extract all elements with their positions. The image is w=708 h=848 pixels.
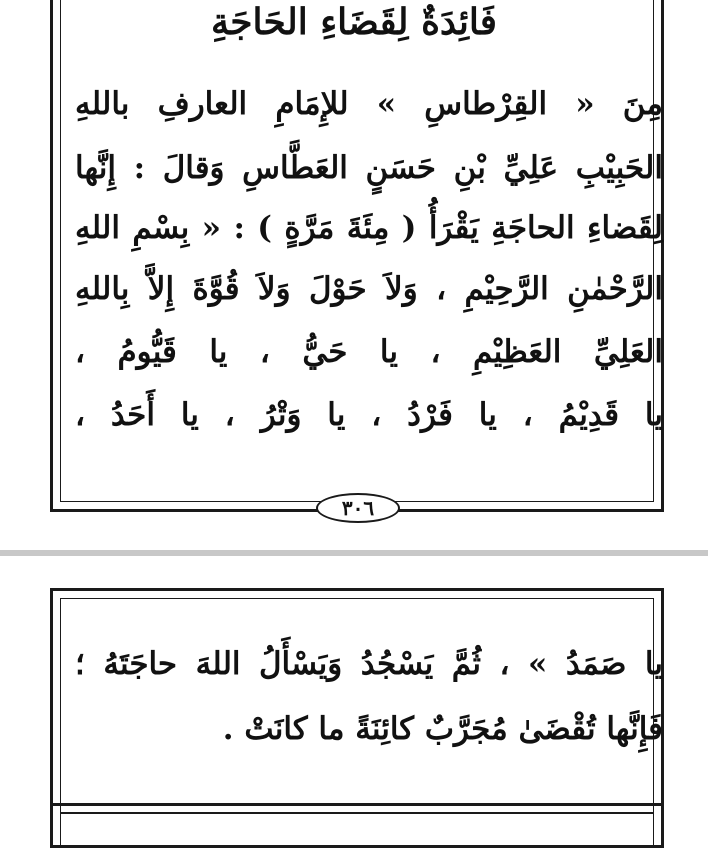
- text-line-6: يا قَدِيْمُ ، يا فَرْدُ ، يا وَتْرُ ، يا أَحَدُ ،: [75, 397, 663, 433]
- text-line-2: فَإِنَّها تُقْضَىٰ مُجَرَّبٌ كائِنَةً ما كانَتْ .: [222, 711, 663, 747]
- page-number-badge: [316, 493, 400, 523]
- text-line-1: مِنَ « القِرْطاسِ » للإِمَامِ العارفِ باللهِ: [75, 86, 663, 122]
- next-frame-edge: [50, 803, 664, 806]
- page-number: ٣٠٦: [341, 496, 375, 520]
- text-line-5: العَلِيِّ العَظِيْمِ ، يا حَيُّ ، يا قَيُّومُ ،: [75, 334, 663, 370]
- text-line-3: لِقَضاءِ الحاجَةِ يَقْرَأُ ( مِئَةَ مَرَّةٍ ) : « بِسْمِ اللهِ: [75, 210, 663, 246]
- text-line-4: الرَّحْمٰنِ الرَّحِيْمِ ، وَلاَ حَوْلَ وَلاَ قُوَّةَ إِلاَّ بِاللهِ: [75, 271, 663, 307]
- page-307: [0, 556, 708, 828]
- text-line-2: الحَبِيْبِ عَلِيِّ بْنِ حَسَنٍ العَطَّاسِ وَقالَ : إِنَّها: [75, 150, 663, 186]
- section-title: فَائِدَةٌ لِقَضَاءِ الحَاجَةِ: [210, 1, 498, 43]
- text-line-1: يا صَمَدُ » ، ثُمَّ يَسْجُدُ وَيَسْأَلُ اللهَ حاجَتَهُ ؛: [75, 646, 663, 682]
- next-frame-edge-inner: [60, 812, 654, 814]
